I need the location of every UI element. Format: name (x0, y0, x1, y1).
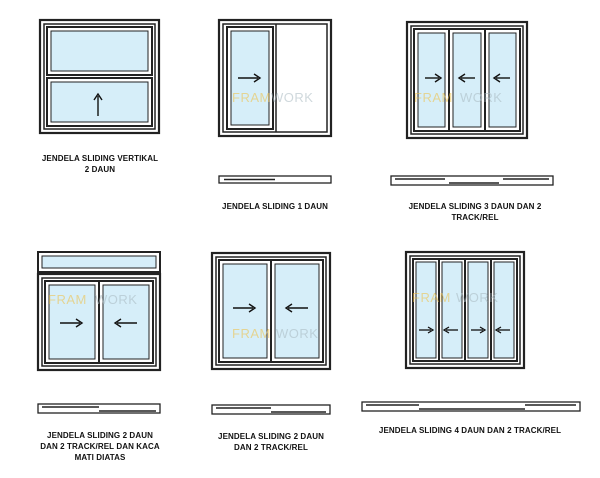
window-sliding-4-daun (406, 252, 524, 368)
caption-sliding-2-daun-kaca-mati (22, 430, 178, 463)
caption-line: JENDELA SLIDING 2 DAUN (218, 432, 324, 441)
watermark-1 (232, 90, 313, 105)
caption-line: DAN 2 TRACK/REL DAN KACA (40, 442, 160, 451)
window-vertical-2-daun (40, 20, 159, 133)
caption-line: JENDELA SLIDING VERTIKAL (41, 154, 159, 163)
track-plan-3-daun (391, 176, 553, 185)
caption-vertical-2-daun (20, 153, 180, 175)
glass-left (223, 264, 267, 358)
svg-text:FRAM: FRAM (48, 292, 87, 307)
glass-right (275, 264, 319, 358)
caption-line: 2 DAUN (84, 165, 116, 174)
caption-sliding-3-daun (385, 201, 565, 223)
glass-right (489, 33, 516, 127)
caption-line: TRACK/REL (451, 213, 499, 222)
glass-1 (416, 262, 436, 358)
fixed-top-glass (42, 256, 156, 268)
svg-text:FRAM: FRAM (414, 90, 453, 105)
track-plan-1-daun (219, 176, 331, 183)
caption-line: MATI DIATAS (74, 453, 126, 462)
caption-sliding-1-daun (200, 201, 350, 212)
glass-left (418, 33, 445, 127)
caption-line: JENDELA SLIDING 4 DAUN DAN 2 TRACK/REL (378, 426, 562, 435)
glass-3 (468, 262, 488, 358)
caption-sliding-4-daun (365, 425, 575, 436)
svg-text:WORK: WORK (460, 90, 503, 105)
svg-text:WORK: WORK (95, 292, 138, 307)
glass-4 (494, 262, 514, 358)
svg-text:WORK: WORK (456, 290, 499, 305)
caption-line: DAN 2 TRACK/REL (234, 443, 308, 452)
svg-text:FRAM: FRAM (232, 326, 271, 341)
caption-line: JENDELA SLIDING 1 DAUN (222, 202, 328, 211)
lower-glass (51, 82, 148, 122)
track-plan-2-daun-kaca-mati (38, 404, 160, 413)
watermark-4 (232, 326, 318, 341)
svg-text:WORK: WORK (271, 90, 314, 105)
svg-text:FRAM: FRAM (232, 90, 271, 105)
caption-line: JENDELA SLIDING 2 DAUN (47, 431, 153, 440)
track-plan-4-daun (362, 402, 580, 411)
caption-line: JENDELA SLIDING 3 DAUN DAN 2 (408, 202, 542, 211)
caption-sliding-2-daun (196, 431, 346, 453)
glass-2 (442, 262, 462, 358)
window-sliding-1-daun (219, 20, 331, 136)
upper-glass (51, 31, 148, 71)
svg-text:WORK: WORK (276, 326, 319, 341)
window-sliding-3-daun (407, 22, 527, 138)
window-sliding-2-daun (212, 253, 330, 369)
window-sliding-2-daun-kaca-mati (38, 252, 160, 370)
track-plan-2-daun (212, 405, 330, 414)
svg-text:FRAM: FRAM (412, 290, 451, 305)
watermark-5 (412, 290, 498, 305)
glass-middle (453, 33, 481, 127)
